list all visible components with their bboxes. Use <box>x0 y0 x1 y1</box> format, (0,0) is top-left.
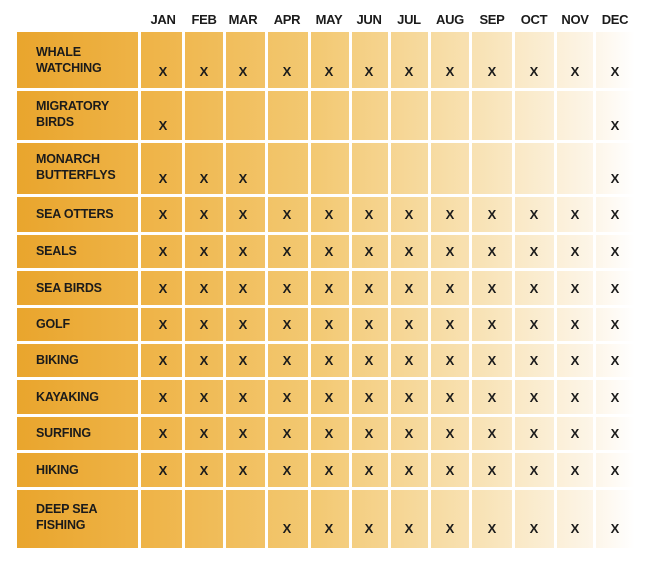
month-header-jun: JUN <box>356 12 382 27</box>
activity-row <box>17 451 635 488</box>
activity-label: SEA OTTERS <box>36 207 114 221</box>
month-mark-feb: X <box>199 353 209 368</box>
activity-row <box>17 89 635 141</box>
month-mark-dec: X <box>610 317 620 332</box>
month-mark-apr: X <box>282 63 292 79</box>
month-mark-mar: X <box>238 389 248 405</box>
month-mark-feb: X <box>199 389 209 405</box>
month-mark-jun: X <box>364 353 374 368</box>
month-mark-oct: X <box>529 389 539 405</box>
month-mark-dec: X <box>610 280 620 296</box>
month-mark-aug: X <box>445 389 455 405</box>
activity-label: SEALS <box>36 244 77 258</box>
month-mark-sep: X <box>487 280 497 296</box>
month-header-jul: JUL <box>397 12 421 27</box>
month-mark-mar: X <box>238 462 248 478</box>
month-mark-dec: X <box>610 520 620 536</box>
month-mark-nov: X <box>570 207 580 222</box>
month-mark-feb: X <box>199 426 209 441</box>
month-mark-feb: X <box>199 280 209 296</box>
month-mark-sep: X <box>487 353 497 368</box>
month-mark-jan: X <box>158 118 168 133</box>
activity-label: DEEP SEA FISHING <box>36 501 97 532</box>
month-mark-mar: X <box>238 353 248 368</box>
month-mark-nov: X <box>570 520 580 536</box>
month-mark-jul: X <box>404 207 414 222</box>
month-mark-dec: X <box>610 171 620 186</box>
month-mark-feb: X <box>199 171 209 186</box>
month-mark-nov: X <box>570 389 580 405</box>
month-mark-feb: X <box>199 207 209 222</box>
month-mark-mar: X <box>238 63 248 79</box>
month-mark-jan: X <box>158 462 168 478</box>
month-mark-oct: X <box>529 353 539 368</box>
month-mark-may: X <box>324 280 334 296</box>
month-mark-feb: X <box>199 317 209 332</box>
month-mark-may: X <box>324 426 334 441</box>
month-mark-jul: X <box>404 244 414 259</box>
month-mark-oct: X <box>529 207 539 222</box>
month-mark-dec: X <box>610 389 620 405</box>
month-mark-mar: X <box>238 317 248 332</box>
month-mark-feb: X <box>199 63 209 79</box>
month-header-apr: APR <box>273 12 301 27</box>
month-header-nov: NOV <box>561 12 589 27</box>
month-mark-mar: X <box>238 426 248 441</box>
month-mark-apr: X <box>282 462 292 478</box>
month-mark-aug: X <box>445 317 455 332</box>
activity-label: MIGRATORY BIRDS <box>36 99 109 129</box>
month-mark-jan: X <box>158 353 168 368</box>
month-header-row <box>0 0 656 34</box>
month-mark-jul: X <box>404 462 414 478</box>
month-mark-oct: X <box>529 244 539 259</box>
month-mark-jun: X <box>364 280 374 296</box>
month-mark-jan: X <box>158 63 168 79</box>
month-mark-apr: X <box>282 244 292 259</box>
month-mark-oct: X <box>529 63 539 79</box>
month-mark-aug: X <box>445 520 455 536</box>
month-mark-jan: X <box>158 389 168 405</box>
month-mark-jun: X <box>364 426 374 441</box>
month-mark-mar: X <box>238 207 248 222</box>
month-mark-sep: X <box>487 63 497 79</box>
month-mark-may: X <box>324 520 334 536</box>
activity-row <box>17 32 635 89</box>
month-mark-may: X <box>324 462 334 478</box>
activity-label: BIKING <box>36 353 79 367</box>
month-mark-jul: X <box>404 426 414 441</box>
month-mark-nov: X <box>570 353 580 368</box>
activity-label: KAYAKING <box>36 389 99 404</box>
month-mark-apr: X <box>282 353 292 368</box>
month-mark-dec: X <box>610 426 620 441</box>
month-mark-aug: X <box>445 63 455 79</box>
month-header-mar: MAR <box>228 12 258 27</box>
month-mark-nov: X <box>570 317 580 332</box>
activity-row <box>17 141 635 195</box>
activity-label: MONARCH BUTTERFLYS <box>36 152 116 182</box>
activity-label: SURFING <box>36 426 91 440</box>
month-mark-may: X <box>324 207 334 222</box>
month-mark-jul: X <box>404 389 414 405</box>
month-mark-jan: X <box>158 207 168 222</box>
month-mark-aug: X <box>445 353 455 368</box>
month-mark-jan: X <box>158 317 168 332</box>
month-mark-sep: X <box>487 389 497 405</box>
month-mark-sep: X <box>487 317 497 332</box>
month-header-may: MAY <box>315 12 343 27</box>
month-mark-may: X <box>324 389 334 405</box>
month-mark-aug: X <box>445 207 455 222</box>
month-mark-dec: X <box>610 353 620 368</box>
month-mark-mar: X <box>238 280 248 296</box>
month-mark-sep: X <box>487 426 497 441</box>
month-mark-feb: X <box>199 462 209 478</box>
month-mark-mar: X <box>238 171 248 186</box>
month-mark-nov: X <box>570 426 580 441</box>
activity-row <box>17 415 635 451</box>
month-header-jan: JAN <box>150 12 176 27</box>
month-mark-nov: X <box>570 244 580 259</box>
activity-row <box>17 269 635 306</box>
month-mark-sep: X <box>487 462 497 478</box>
month-mark-jun: X <box>364 63 374 79</box>
month-mark-jul: X <box>404 280 414 296</box>
month-mark-jun: X <box>364 462 374 478</box>
month-mark-dec: X <box>610 118 620 133</box>
activity-row <box>17 195 635 233</box>
month-mark-aug: X <box>445 244 455 259</box>
month-mark-apr: X <box>282 280 292 296</box>
activity-row <box>17 378 635 415</box>
month-mark-may: X <box>324 317 334 332</box>
month-mark-jan: X <box>158 244 168 259</box>
month-mark-sep: X <box>487 520 497 536</box>
month-mark-nov: X <box>570 63 580 79</box>
month-header-oct: OCT <box>520 12 548 27</box>
activity-label: HIKING <box>36 462 79 477</box>
activity-row <box>17 342 635 378</box>
month-mark-mar: X <box>238 244 248 259</box>
month-mark-jun: X <box>364 520 374 536</box>
month-mark-aug: X <box>445 462 455 478</box>
month-mark-aug: X <box>445 426 455 441</box>
activity-row <box>17 306 635 342</box>
month-mark-jul: X <box>404 353 414 368</box>
month-mark-jun: X <box>364 207 374 222</box>
month-header-sep: SEP <box>479 12 505 27</box>
activity-row <box>17 233 635 269</box>
month-mark-oct: X <box>529 520 539 536</box>
month-mark-jun: X <box>364 389 374 405</box>
month-mark-jul: X <box>404 317 414 332</box>
month-mark-apr: X <box>282 426 292 441</box>
calendar-grid <box>17 32 635 548</box>
month-mark-dec: X <box>610 207 620 222</box>
month-mark-oct: X <box>529 317 539 332</box>
month-mark-apr: X <box>282 389 292 405</box>
activity-label: GOLF <box>36 317 70 331</box>
month-mark-jul: X <box>404 63 414 79</box>
month-mark-may: X <box>324 63 334 79</box>
activity-label: WHALE WATCHING <box>36 44 102 75</box>
month-mark-apr: X <box>282 207 292 222</box>
month-mark-aug: X <box>445 280 455 296</box>
month-mark-jun: X <box>364 317 374 332</box>
activity-row <box>17 488 635 547</box>
month-mark-may: X <box>324 244 334 259</box>
activity-label: SEA BIRDS <box>36 280 102 295</box>
month-header-aug: AUG <box>436 12 464 27</box>
month-mark-apr: X <box>282 520 292 536</box>
month-mark-jun: X <box>364 244 374 259</box>
month-mark-oct: X <box>529 462 539 478</box>
month-mark-nov: X <box>570 280 580 296</box>
month-mark-dec: X <box>610 244 620 259</box>
month-mark-sep: X <box>487 207 497 222</box>
month-mark-nov: X <box>570 462 580 478</box>
month-mark-jan: X <box>158 280 168 296</box>
month-mark-may: X <box>324 353 334 368</box>
month-mark-dec: X <box>610 462 620 478</box>
month-mark-jan: X <box>158 171 168 186</box>
month-header-dec: DEC <box>601 12 629 27</box>
month-mark-oct: X <box>529 280 539 296</box>
month-header-feb: FEB <box>191 12 217 27</box>
month-mark-jan: X <box>158 426 168 441</box>
month-mark-apr: X <box>282 317 292 332</box>
month-mark-jul: X <box>404 520 414 536</box>
month-mark-feb: X <box>199 244 209 259</box>
month-mark-dec: X <box>610 63 620 79</box>
month-mark-sep: X <box>487 244 497 259</box>
month-mark-oct: X <box>529 426 539 441</box>
